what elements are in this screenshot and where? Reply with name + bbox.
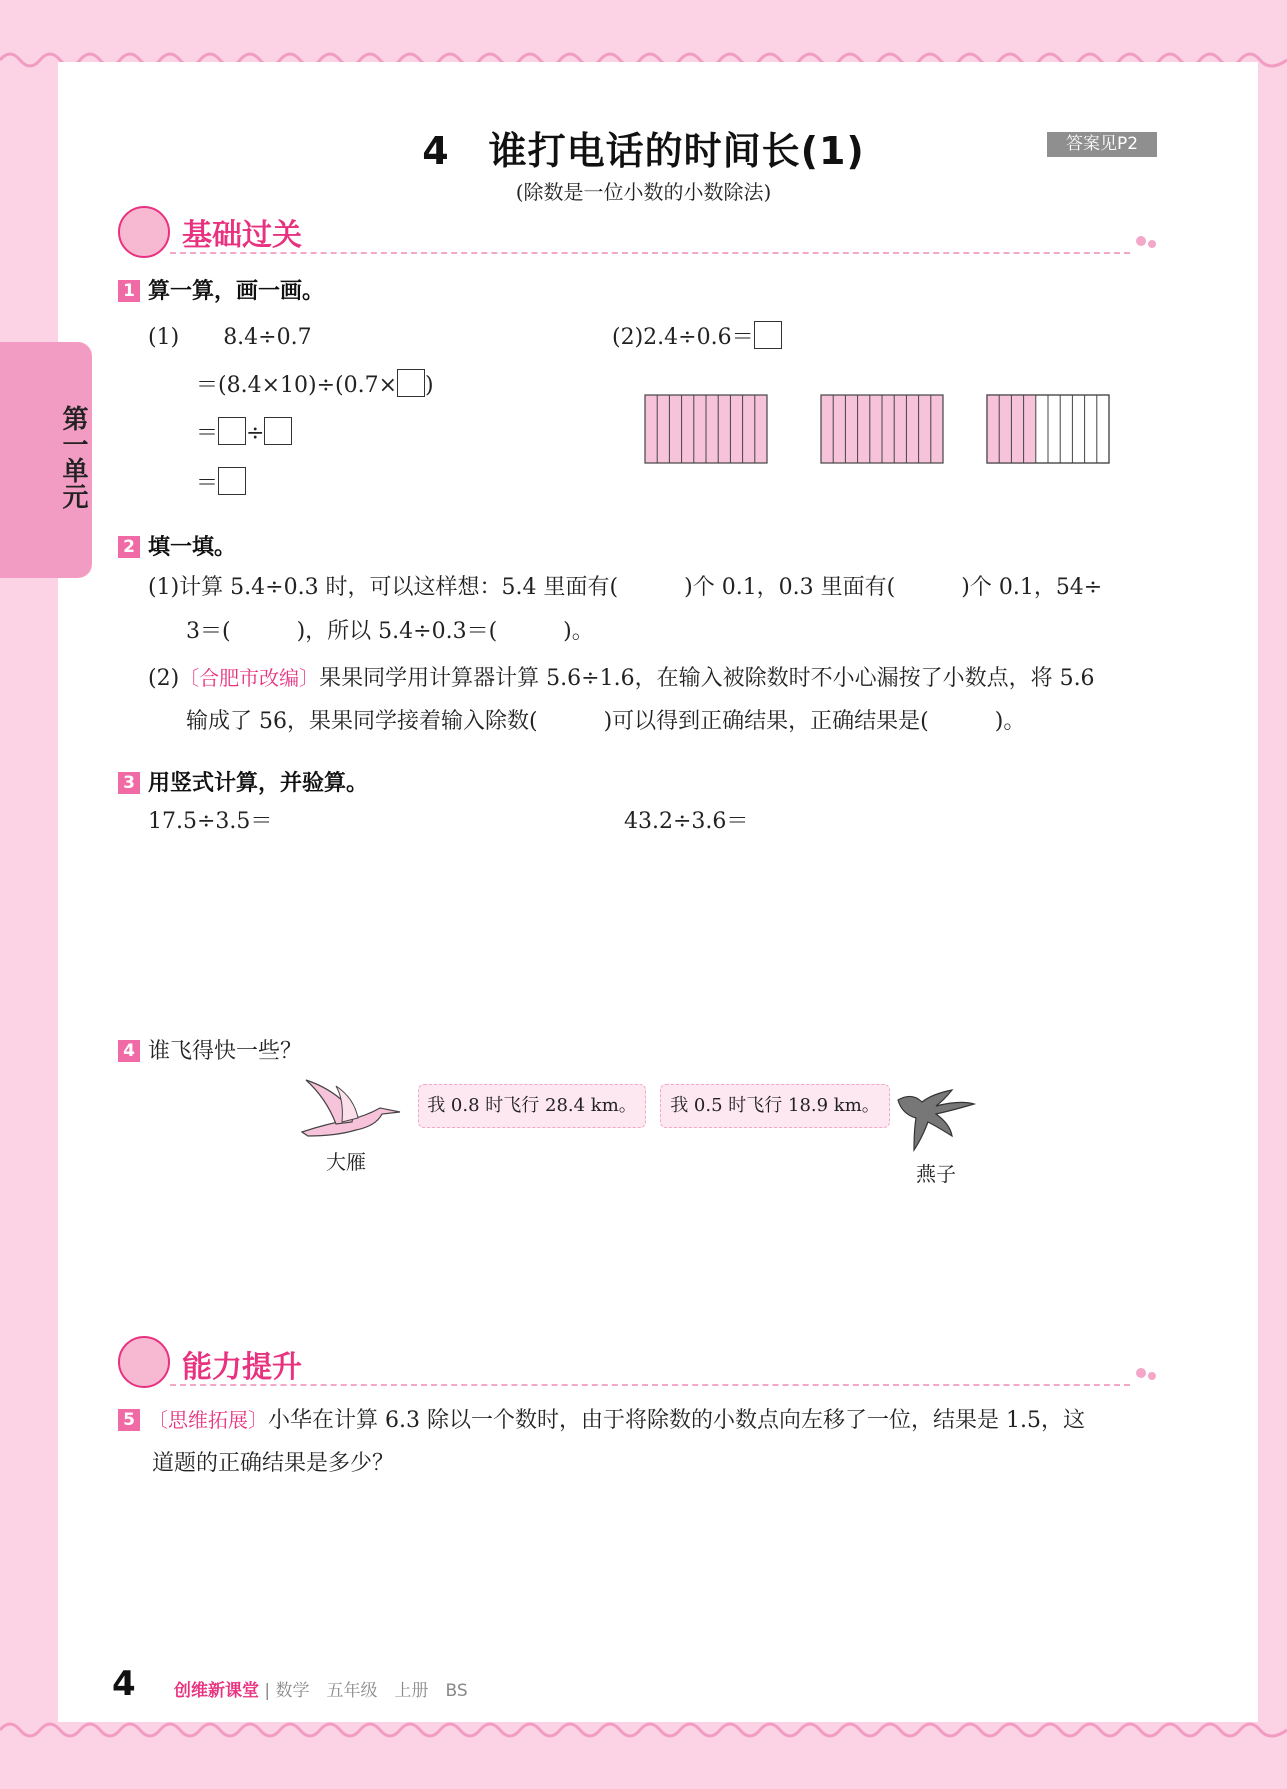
question-4-title: 谁飞得快一些？	[148, 1039, 303, 1064]
source-tag: 〔思维拓展〕	[148, 1408, 268, 1432]
source-tag: 〔合肥市改编〕	[179, 666, 320, 690]
q2-part2-line1	[148, 656, 1095, 701]
unit-side-tab-label: 第一单元	[58, 405, 88, 509]
q1-part2	[612, 316, 782, 360]
lesson-title: 4 谁打电话的时间长(1)	[422, 129, 865, 173]
q2-part1-line2: 3＝( )，所以 5.4÷0.3＝( )。	[186, 619, 594, 644]
dot-icon	[1148, 1372, 1156, 1380]
q2-part1-line1: (1)计算 5.4÷0.3 时，可以这样想：5.4 里面有( )个 0.1，0.3 里面有( )个 0.1，54÷	[148, 575, 1103, 600]
answer-box[interactable]	[397, 369, 425, 397]
q2-part2-text: 果果同学用计算器计算 5.6÷1.6，在输入被除数时不小心漏按了小数点，将 5.6	[319, 666, 1095, 691]
section-basic-title: 基础过关	[182, 218, 302, 253]
q3-expr-b: 43.2÷3.6＝	[624, 809, 749, 834]
page-number: 4	[112, 1664, 136, 1704]
dot-icon	[1136, 1368, 1146, 1378]
question-2-title: 填一填。	[148, 535, 237, 560]
question-number: 5	[118, 1409, 140, 1431]
q3-expr-a: 17.5÷3.5＝	[148, 809, 273, 834]
question-1-title: 算一算，画一画。	[148, 279, 325, 304]
q1-line2-close: )	[425, 373, 434, 398]
grid-figure-2	[820, 394, 944, 464]
equals-sign: ＝	[196, 471, 219, 496]
answer-box[interactable]	[754, 321, 782, 349]
section-divider	[170, 1384, 1130, 1386]
question-3-heading	[118, 766, 368, 797]
q1-part1-line2	[196, 364, 434, 408]
grid-figure-1	[644, 394, 768, 464]
q2-part2-label: (2)	[148, 666, 180, 691]
question-1-heading	[118, 274, 324, 305]
answer-box[interactable]	[218, 417, 246, 445]
swallow-label: 燕子	[916, 1162, 956, 1186]
q1-part1-line4	[196, 462, 246, 506]
wild-goose-icon	[296, 1074, 408, 1144]
question-3-title: 用竖式计算，并验算。	[148, 771, 369, 796]
dot-icon	[1136, 236, 1146, 246]
q1-part1-line3	[196, 412, 292, 456]
lesson-subtitle: (除数是一位小数的小数除法)	[515, 180, 772, 204]
mascot-icon	[118, 1336, 170, 1388]
q1-part1-expr: 8.4÷0.7	[223, 325, 312, 350]
q5-line2: 道题的正确结果是多少？	[152, 1451, 395, 1476]
section-advanced-title: 能力提升	[182, 1350, 302, 1385]
equals-sign: ＝	[196, 421, 219, 446]
swallow-icon	[892, 1086, 976, 1154]
footer-info: 创维新课堂 | 数学 五年级 上册 BS	[174, 1681, 468, 1701]
q1-part2-expr: (2)2.4÷0.6＝	[612, 325, 754, 350]
question-number: 4	[118, 1040, 140, 1062]
divide-sign: ÷	[246, 421, 265, 446]
q5-text: 小华在计算 6.3 除以一个数时，由于将除数的小数点向左移了一位，结果是 1.5，这	[268, 1408, 1085, 1433]
swallow-speech-bubble: 我 0.5 时飞行 18.9 km。	[660, 1084, 890, 1128]
q2-part2-line2: 输成了 56，果果同学接着输入除数( )可以得到正确结果，正确结果是( )。	[186, 709, 1026, 734]
question-number: 2	[118, 536, 140, 558]
footer-brand: 创维新课堂	[174, 1681, 259, 1701]
answer-box[interactable]	[218, 467, 246, 495]
footer-subject: 数学 五年级 上册 BS	[275, 1681, 468, 1701]
goose-label: 大雁	[326, 1150, 366, 1174]
answer-reference-badge: 答案见P2	[1047, 132, 1157, 157]
mascot-icon	[118, 206, 170, 258]
question-4-heading	[118, 1034, 302, 1065]
answer-box[interactable]	[264, 417, 292, 445]
question-number: 1	[118, 280, 140, 302]
question-2-heading	[118, 530, 236, 561]
grid-figure-3	[986, 394, 1110, 464]
goose-speech-bubble: 我 0.8 时飞行 28.4 km。	[418, 1084, 646, 1128]
q1-part1-label: (1)	[148, 325, 180, 350]
question-number: 3	[118, 772, 140, 794]
dot-icon	[1148, 240, 1156, 248]
section-divider	[170, 252, 1130, 254]
q5-line1	[118, 1398, 1085, 1443]
q1-line2-text: ＝(8.4×10)÷(0.7×	[196, 373, 398, 398]
q1-part1-line1	[148, 316, 312, 360]
